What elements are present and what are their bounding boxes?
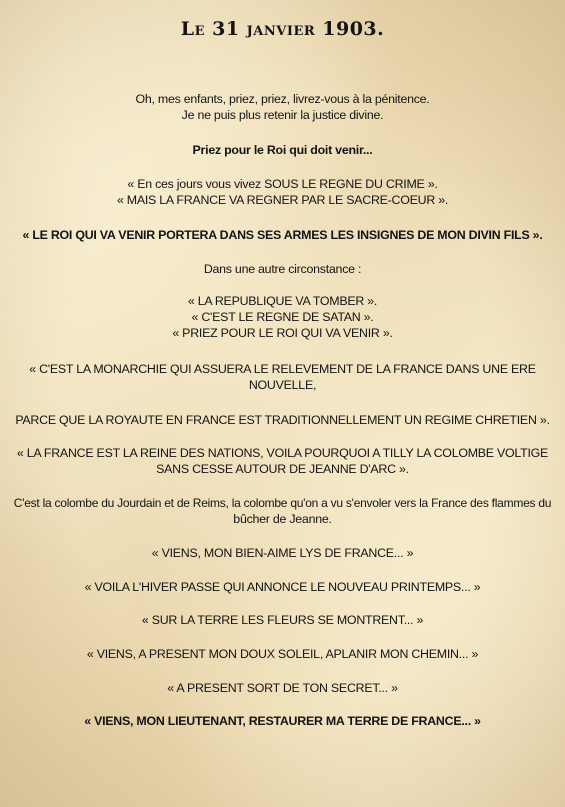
paragraph-monarchy <box>12 361 553 393</box>
paragraph-line: Oh, mes enfants, priez, priez, livrez-vous à la pénitence. <box>135 92 430 106</box>
paragraph-republic-falls <box>12 293 553 341</box>
paragraph-line: PARCE QUE LA ROYAUTE EN FRANCE EST TRADITIONNELLEMENT UN REGIME CHRETIEN ». <box>15 413 550 427</box>
paragraph-reign-of-crime <box>12 176 553 208</box>
paragraph-line: « MAIS LA FRANCE VA REGNER PAR LE SACRE-COEUR ». <box>116 193 449 207</box>
paragraph-secret <box>12 680 553 696</box>
paragraph-line: « LA FRANCE EST LA REINE DES NATIONS, VOILA POURQUOI A TILLY LA COLOMBE VOLTIGE <box>16 446 549 460</box>
paragraph-line: Priez pour le Roi qui doit venir... <box>192 143 373 157</box>
paragraph-flowers <box>12 612 553 628</box>
paragraph-line: « VOILA L'HIVER PASSE QUI ANNONCE LE NOUVEAU PRINTEMPS... » <box>84 580 481 594</box>
paragraph-line: « C'EST LA MONARCHIE QUI ASSUERA LE RELEVEMENT DE LA FRANCE DANS UNE ERE <box>29 362 536 376</box>
paragraph-line: « VIENS, A PRESENT MON DOUX SOLEIL, APLANIR MON CHEMIN... » <box>86 647 479 661</box>
paragraph-queen-of-nations <box>12 445 553 477</box>
paragraph-winter-passed <box>12 579 553 595</box>
paragraph-line: « LA REPUBLIQUE VA TOMBER ». <box>187 294 378 308</box>
paragraph-line: « LE ROI QUI VA VENIR PORTERA DANS SES ARMES LES INSIGNES DE MON DIVIN FILS ». <box>22 228 543 242</box>
paragraph-sweet-sun <box>12 646 553 662</box>
paragraph-line: Dans une autre circonstance : <box>203 262 362 276</box>
paragraph-line: « SUR LA TERRE LES FLEURS SE MONTRENT... » <box>141 613 424 627</box>
paragraph-line: C'est la colombe du Jourdain et de Reims, la colombe qu'on a vu s'envoler vers la France des flammes du <box>13 496 552 510</box>
paragraph-line: « VIENS, MON BIEN-AIME LYS DE FRANCE... » <box>151 546 414 560</box>
paragraph-king-insignia <box>12 227 553 243</box>
paragraph-line: « C'EST LE REGNE DE SATAN ». <box>191 310 374 324</box>
paragraph-line: bûcher de Jeanne. <box>233 512 332 526</box>
paragraph-pray-for-king <box>12 142 553 158</box>
paragraph-line: SANS CESSE AUTOUR DE JEANNE D'ARC ». <box>156 462 409 476</box>
paragraph-lieutenant <box>12 713 553 729</box>
paragraph-line: « En ces jours vous vivez SOUS LE REGNE DU CRIME ». <box>127 177 438 191</box>
paragraph-royalty-christian <box>12 412 553 428</box>
paragraph-dove <box>12 495 553 527</box>
paragraph-line: « VIENS, MON LIEUTENANT, RESTAURER MA TERRE DE FRANCE... » <box>84 714 481 728</box>
paragraph-line: NOUVELLE, <box>248 378 317 392</box>
paragraph-lily-of-france <box>12 545 553 561</box>
paragraph-other-circumstance <box>12 261 553 277</box>
paragraph-line: Je ne puis plus retenir la justice divine. <box>181 108 384 122</box>
paragraph-line: « PRIEZ POUR LE ROI QUI VA VENIR ». <box>172 326 393 340</box>
paragraph-penitence <box>12 91 553 123</box>
paragraph-line: « A PRESENT SORT DE TON SECRET... » <box>167 681 398 695</box>
page-title: Le 31 janvier 1903. <box>180 18 385 40</box>
